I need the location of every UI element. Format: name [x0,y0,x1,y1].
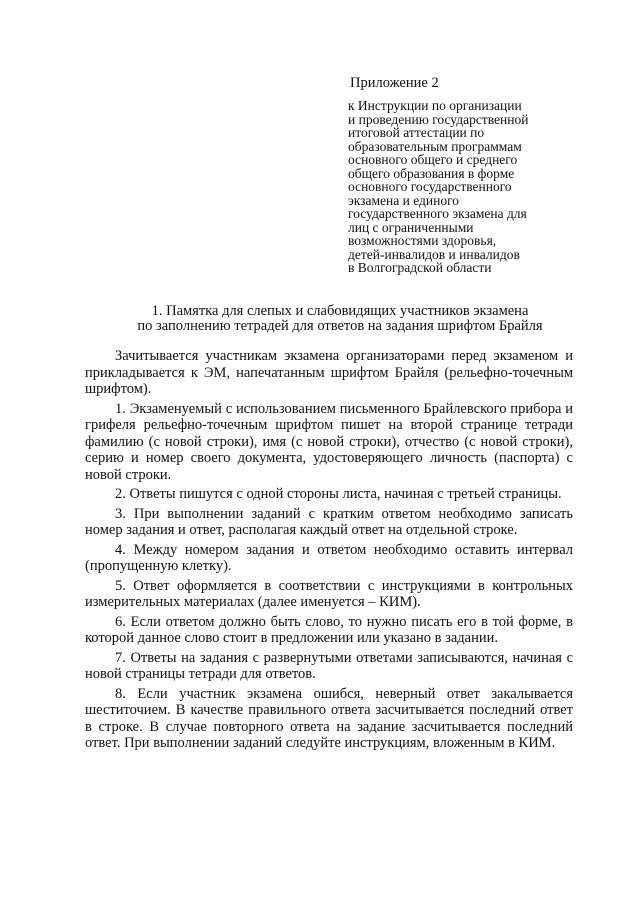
appendix-line: к Инструкции по организации [348,98,522,113]
intro-paragraph: Зачитывается участникам экзамена организаторами перед экзаменом и прикладывается к ЭМ, напечатанным шрифтом Брайля (рельефно-точечным шрифтом). [85,348,573,397]
appendix-line: общего образования в форме [348,165,515,181]
appendix-line: основного государственного [348,179,512,194]
instruction-item-2: 2. Ответы пишутся с одной стороны листа, начиная с третьей страницы. [115,486,562,502]
appendix-line: и проведению государственной [348,111,529,127]
appendix-line: возможностями здоровья, [348,233,497,248]
appendix-line: основного общего и среднего [348,152,518,167]
appendix-line: лиц с ограниченными [348,219,474,235]
section-heading-line: 1. Памятка для слепых и слабовидящих участников экзамена [151,303,529,319]
appendix-line: образовательным программам [348,138,522,154]
appendix-line: итоговой аттестации по [348,125,485,140]
instruction-item-5: 5. Ответ оформляется в соответствии с инструкциями в контрольных измерительных материалах (далее именуется – КИМ). [85,577,573,610]
appendix-line: детей-инвалидов и инвалидов [348,246,520,262]
instruction-item-6: 6. Если ответом должно быть слово, то нужно писать его в той форме, в которой данное слово стоит в предложении или указано в задании. [85,613,573,646]
appendix-reference [348,99,598,275]
instructions-body [85,348,573,755]
instruction-item-1: 1. Экзаменуемый с использованием письменного Брайлевского прибора и грифеля рельефно-точечным шрифтом пишет на второй странице тетради фамилию (с новой строки), имя (с новой строки), отчество (с новой строки), серию и номер своего документа, удостоверяющего личность (паспорта) с новой строки. [85,400,573,483]
appendix-line: государственного экзамена для [348,206,527,221]
section-heading-line: по заполнению тетрадей для ответов на задания шрифтом Брайля [137,318,543,334]
instruction-item-4: 4. Между номером задания и ответом необходимо оставить интервал (пропущенную клетку). [85,541,573,574]
section-heading [80,304,600,334]
instruction-item-3: 3. При выполнении заданий с кратким ответом необходимо записать номер задания и ответ, располагая каждый ответ на отдельной строке. [85,505,573,538]
instruction-item-8: 8. Если участник экзамена ошибся, неверный ответ закалывается шеститочием. В качестве правильного ответа засчитывается последний ответ в строке. В случае повторного ответа на задание засчитывается последний ответ. При выполнении заданий следуйте инструкциям, вложенным в КИМ. [85,685,573,751]
appendix-title: Приложение 2 [350,75,439,91]
appendix-line: экзамена и единого [348,192,460,208]
instruction-item-7: 7. Ответы на задания с развернутыми ответами записываются, начиная с новой страницы тетради для ответов. [85,649,573,682]
appendix-line: в Волгоградской области [348,260,492,275]
